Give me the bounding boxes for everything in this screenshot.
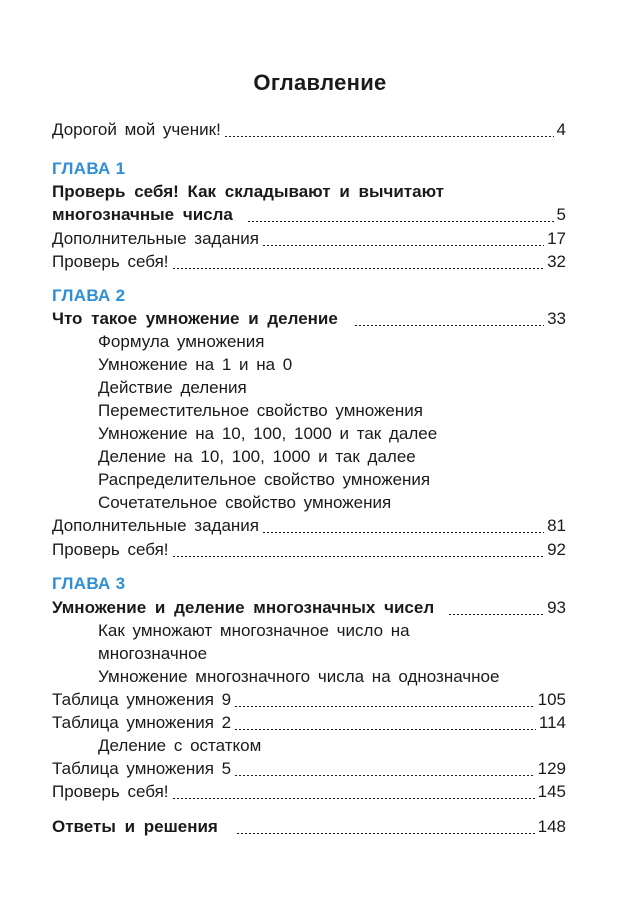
leader-dots: [236, 833, 535, 834]
toc-entry-page: 4: [556, 120, 566, 139]
toc-entry-ch1-check[interactable]: [52, 250, 566, 274]
leader-dots: [234, 706, 535, 707]
toc-entry-page: 92: [547, 540, 566, 559]
chapter-1-label: ГЛАВА 1: [52, 159, 126, 178]
toc-entry-page: 105: [537, 690, 566, 709]
leader-dots: [262, 532, 544, 533]
toc-subentry[interactable]: Переместительное свойство умножения: [98, 401, 423, 420]
toc-entry-table-5[interactable]: [52, 757, 566, 781]
toc-entry-text: Умножение и деление многозначных чисел: [52, 598, 435, 617]
toc-entry-text: Проверь себя!: [52, 782, 169, 801]
leader-dots: [448, 614, 544, 615]
toc-entry-answers[interactable]: [52, 815, 566, 839]
toc-entry-page: 33: [547, 309, 566, 328]
toc-subentry[interactable]: Умножение на 10, 100, 1000 и так далее: [98, 424, 438, 443]
toc-entry-page: 93: [547, 598, 566, 617]
toc-subentry[interactable]: Умножение многозначного числа на однозначное: [98, 667, 500, 686]
toc-entry-page: 129: [537, 759, 566, 778]
leader-dots: [234, 775, 535, 776]
toc-entry-ch1-extra[interactable]: [52, 227, 566, 251]
leader-dots: [354, 325, 544, 326]
toc-entry-text: Таблица умножения 9: [52, 690, 232, 709]
toc-entry-ch2-extra[interactable]: [52, 514, 566, 538]
leader-dots: [234, 729, 536, 730]
toc-entry-text: Проверь себя!: [52, 252, 169, 271]
chapter-1-heading-line1[interactable]: Проверь себя! Как складывают и вычитают: [52, 182, 444, 201]
toc-entry-text: Что такое умножение и деление: [52, 309, 338, 328]
toc-entry-ch3-check[interactable]: [52, 780, 566, 804]
toc-entry-text: Таблица умножения 5: [52, 759, 232, 778]
toc-subentry[interactable]: Сочетательное свойство умножения: [98, 493, 392, 512]
toc-entry-ch2-check[interactable]: [52, 538, 566, 562]
toc-entry-chapter-3[interactable]: [52, 596, 566, 620]
toc-entry-table-9[interactable]: [52, 688, 566, 712]
toc-entry-text: многозначные числа: [52, 205, 233, 224]
page-title: Оглавление: [253, 70, 387, 95]
toc-entry-page: 32: [547, 252, 566, 271]
toc-subentry[interactable]: Деление на 10, 100, 1000 и так далее: [98, 447, 416, 466]
leader-dots: [262, 245, 544, 246]
toc-subentry[interactable]: Умножение на 1 и на 0: [98, 355, 293, 374]
toc-entry-chapter-1[interactable]: [52, 203, 566, 227]
toc-subentry[interactable]: Действие деления: [98, 378, 247, 397]
toc-subentry[interactable]: Как умножают многозначное число на: [98, 621, 410, 640]
toc-entry-page: 148: [537, 817, 566, 836]
toc-entry-text: Таблица умножения 2: [52, 713, 232, 732]
toc-entry-page: 17: [547, 229, 566, 248]
leader-dots: [172, 798, 535, 799]
toc-entry-text: Дорогой мой ученик!: [52, 120, 221, 139]
toc-entry-table-2[interactable]: [52, 711, 566, 735]
leader-dots: [172, 556, 545, 557]
toc-entry-intro[interactable]: [52, 118, 566, 142]
toc-entry-text: Ответы и решения: [52, 817, 218, 836]
toc-entry-page: 5: [556, 205, 566, 224]
toc-entry-text: Проверь себя!: [52, 540, 169, 559]
toc-subentry[interactable]: Распределительное свойство умножения: [98, 470, 431, 489]
toc-entry-page: 81: [547, 516, 566, 535]
toc-entry-chapter-2[interactable]: [52, 307, 566, 331]
chapter-2-label: ГЛАВА 2: [52, 286, 126, 305]
leader-dots: [172, 268, 545, 269]
toc-subentry[interactable]: Деление с остатком: [98, 736, 262, 755]
toc-entry-text: Дополнительные задания: [52, 516, 260, 535]
toc-subentry[interactable]: Формула умножения: [98, 332, 265, 351]
toc-subentry-continued[interactable]: многозначное: [98, 644, 208, 663]
leader-dots: [247, 221, 554, 222]
toc-entry-page: 114: [538, 713, 566, 732]
chapter-3-label: ГЛАВА 3: [52, 574, 126, 593]
toc-entry-page: 145: [537, 782, 566, 801]
leader-dots: [224, 136, 554, 137]
toc-entry-text: Дополнительные задания: [52, 229, 260, 248]
